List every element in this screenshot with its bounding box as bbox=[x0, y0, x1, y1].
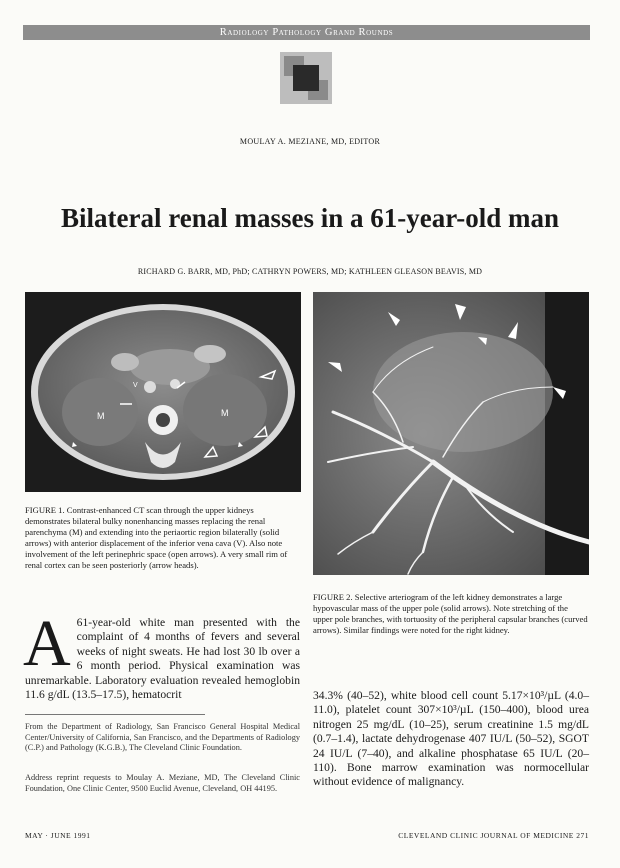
author-line: RICHARD G. BARR, MD, PhD; CATHRYN POWERS, MD; KATHLEEN GLEASON BEAVIS, MD bbox=[137, 267, 483, 276]
figure-2-arteriogram-image bbox=[313, 292, 589, 575]
figure-1-caption-label: FIGURE 1. bbox=[25, 505, 65, 515]
article-title: Bilateral renal masses in a 61-year-old man bbox=[61, 203, 559, 233]
reprint-footnote: Address reprint requests to Moulay A. Meziane, MD, The Cleveland Clinic Foundation, One Clinic Center, 9500 Euclid Avenue, Cleveland, OH 44195. bbox=[25, 773, 300, 793]
figure-2-caption-text: Selective arteriogram of the left kidney demonstrates a large hypovascular mass of the upper pole (solid arrows). Note stretching of the upper pole branches, with tortuosity of the peripheral capsular branches (curved arrows). Similar findings were noted for the right kidney. bbox=[313, 592, 588, 635]
journal-logo bbox=[280, 52, 332, 104]
section-banner: Radiology Pathology Grand Rounds bbox=[23, 25, 590, 40]
body-column-1-text: 61-year-old white man presented with the complaint of 4 months of fevers and several weeks of night sweats. He had lost 30 lb over a 6 month period. Physical examination was unremarkable. Laboratory evaluation revealed hemoglobin 11.6 g/dL (13.5–17.5), hematocrit bbox=[25, 616, 300, 702]
affiliation-footnote: From the Department of Radiology, San Francisco General Hospital Medical Center/University of California, San Francisco, and the Departments of Radiology (C.P.) and Pathology (K.G.B.), The Cleveland Clinic Foundation. bbox=[25, 722, 300, 753]
editor-line: MOULAY A. MEZIANE, MD, EDITOR bbox=[239, 137, 381, 146]
drop-cap: A bbox=[23, 607, 71, 680]
figure-1-label-m-right: M bbox=[97, 411, 105, 421]
figure-1-label-m-left: M bbox=[221, 408, 229, 418]
figure-1-caption-text: Contrast-enhanced CT scan through the upper kidneys demonstrates bilateral bulky nonenhancing masses replacing the renal parenchyma (M) and extending into the periaortic region bilaterally (solid arrows) with anterior displacement of the inferior vena cava (V). Also note involvement of the left perinephric space (open arrows). A very small rim of renal cortex can be seen posteriorly (arrow heads). bbox=[25, 505, 288, 570]
figure-1-ct-image bbox=[25, 292, 301, 492]
body-column-1 bbox=[23, 607, 300, 702]
figure-2-caption-label: FIGURE 2. bbox=[313, 592, 353, 602]
figure-2-caption bbox=[313, 592, 589, 636]
footer-date: MAY · JUNE 1991 bbox=[25, 831, 91, 840]
figure-1-label-v: V bbox=[133, 382, 138, 389]
footer-journal: CLEVELAND CLINIC JOURNAL OF MEDICINE 271 bbox=[398, 831, 589, 840]
body-column-2: 34.3% (40–52), white blood cell count 5.17×10³/µL (4.0–11.0), platelet count 307×10³/µL (150–400), blood urea nitrogen 25 mg/dL (10–25), serum creatinine 1.5 mg/dL (0.7–1.4), lactate dehydrogenase 407 IU/L (50–52), SGOT 24 IU/L (7–40), and alkaline phosphatase 65 IU/L (20–110). Bone marrow examination was normocellular without evidence of malignancy. bbox=[313, 689, 589, 789]
figure-1-caption bbox=[25, 505, 301, 571]
footnote-rule bbox=[25, 714, 205, 715]
